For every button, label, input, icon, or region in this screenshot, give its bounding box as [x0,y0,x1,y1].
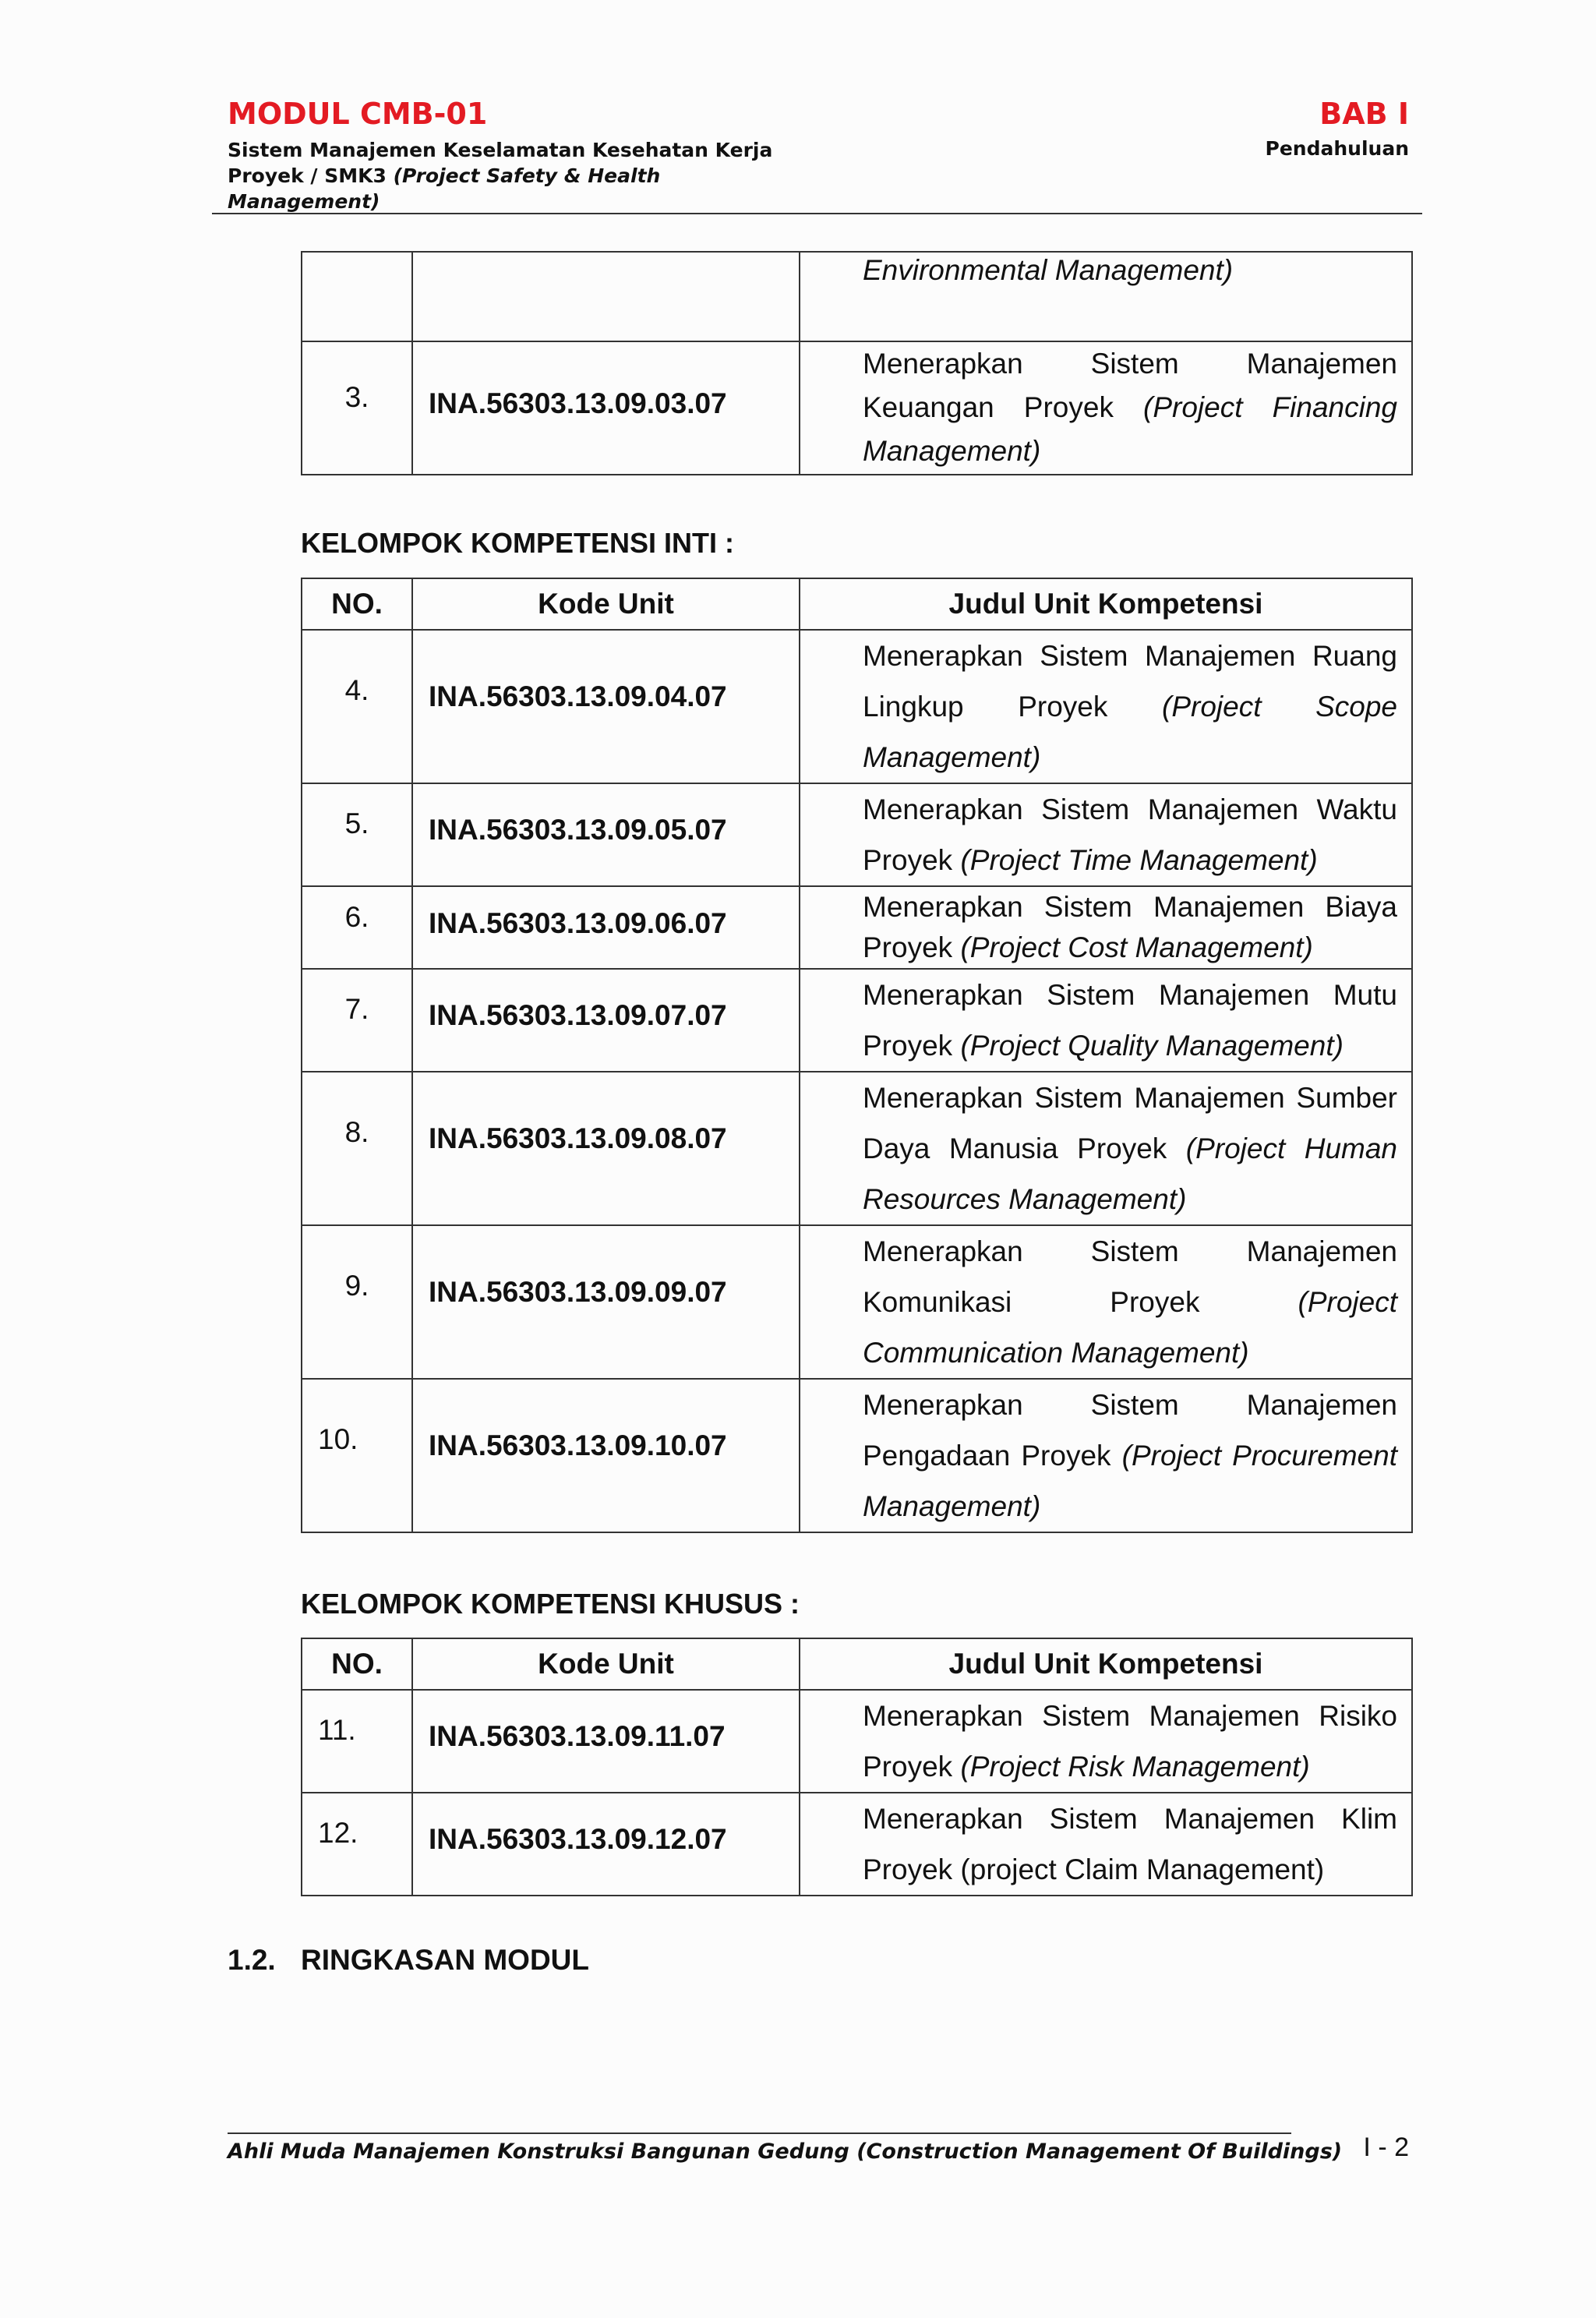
module-subtitle [228,137,789,214]
inti-group-label: KELOMPOK KOMPETENSI INTI : [301,527,735,559]
table-row [302,886,1412,969]
unit-title-english: (Project Time Management) [960,844,1318,876]
unit-code: INA.56303.13.09.10.07 [412,1379,800,1532]
unit-title-plain: Menerapkan Sistem Manajemen Waktu Proyek [863,793,1397,876]
unit-title [800,630,1412,783]
section-number: 1.2. [228,1944,276,1976]
table-row [302,1379,1412,1532]
subtitle-plain: Proyek / SMK3 [228,164,394,187]
unit-title-plain: Menerapkan Sistem Manajemen Risiko Proyek [863,1700,1397,1783]
chapter-name: Pendahuluan [1265,137,1409,160]
unit-title-plain: Menerapkan Sistem Manajemen Keuangan Proyek [863,348,1397,423]
khusus-group-label: KELOMPOK KOMPETENSI KHUSUS : [301,1588,800,1620]
table-row [302,969,1412,1072]
header-code: Kode Unit [412,1638,800,1690]
row-number: 3. [302,341,412,475]
unit-title-plain: Menerapkan Sistem Manajemen Ruang Lingkup Proyek [863,640,1397,723]
unit-code: INA.56303.13.09.08.07 [412,1072,800,1225]
unit-title-english: (Project Cost Management) [960,931,1313,963]
table-header-row [302,1638,1412,1690]
unit-title [800,1690,1412,1793]
unit-title-plain: Menerapkan Sistem Manajemen Pengadaan Proyek [863,1389,1397,1472]
section-heading [228,1944,589,1977]
unit-code: INA.56303.13.09.12.07 [412,1793,800,1896]
unit-title-plain: Menerapkan Sistem Manajemen Biaya Proyek [863,891,1397,963]
table-row [302,1690,1412,1793]
unit-title [800,341,1412,475]
subtitle-line-2 [228,163,789,214]
header-divider [212,213,1422,214]
table-row [302,1793,1412,1896]
header-no: NO. [302,578,412,630]
unit-code [412,252,800,341]
row-number: 12. [302,1793,412,1896]
row-number: 11. [302,1690,412,1793]
row-number: 9. [302,1225,412,1379]
table-header-row [302,578,1412,630]
unit-title-english: (Project Financing Management) [863,391,1398,467]
unit-title [800,1072,1412,1225]
header-title: Judul Unit Kompetensi [800,1638,1412,1690]
unit-title-plain: Menerapkan Sistem Manajemen Mutu Proyek [863,979,1397,1062]
unit-title [800,1379,1412,1532]
unit-title-english: (Project Human Resources Management) [863,1132,1397,1215]
continued-competency-table [301,251,1413,475]
row-number: 5. [302,783,412,886]
row-number: 8. [302,1072,412,1225]
unit-title-english: (Project Quality Management) [960,1030,1344,1062]
row-number: 10. [302,1379,412,1532]
table-row [302,341,1412,475]
footer-text: Ahli Muda Manajemen Konstruksi Bangunan Gedung (Construction Management Of Buildings) [228,2140,1343,2164]
unit-title-plain: Menerapkan Sistem Manajemen Sumber Daya Manusia Proyek [863,1082,1397,1164]
unit-title-english: (Project Scope Management) [863,691,1398,773]
footer-divider [228,2132,1291,2134]
unit-code: INA.56303.13.09.11.07 [412,1690,800,1793]
row-number [302,252,412,341]
unit-title-english: (Project Procurement Management) [863,1440,1397,1522]
table-row [302,630,1412,783]
unit-code: INA.56303.13.09.07.07 [412,969,800,1072]
unit-code: INA.56303.13.09.04.07 [412,630,800,783]
unit-code: INA.56303.13.09.05.07 [412,783,800,886]
section-title: RINGKASAN MODUL [301,1944,589,1976]
row-number: 6. [302,886,412,969]
table-row [302,252,1412,341]
header-title: Judul Unit Kompetensi [800,578,1412,630]
unit-title [800,1793,1412,1896]
unit-code: INA.56303.13.09.03.07 [412,341,800,475]
row-number: 4. [302,630,412,783]
page-number: I - 2 [1363,2132,1409,2162]
unit-title-english: (Project Communication Management) [863,1286,1397,1369]
header-no: NO. [302,1638,412,1690]
unit-title-english: (Project Risk Management) [960,1751,1310,1783]
table-row [302,1072,1412,1225]
subtitle-italic: (Project Safety & Health Management) [228,164,661,213]
unit-title [800,252,1412,341]
unit-title-english: Environmental Management) [863,254,1234,286]
table-row [302,783,1412,886]
chapter-label: BAB I [1319,97,1409,131]
module-title: MODUL CMB-01 [228,97,488,131]
header-code: Kode Unit [412,578,800,630]
khusus-competency-table [301,1638,1413,1896]
unit-title [800,969,1412,1072]
unit-title-plain: Menerapkan Sistem Manajemen Komunikasi Proyek [863,1235,1397,1318]
unit-code: INA.56303.13.09.06.07 [412,886,800,969]
unit-code: INA.56303.13.09.09.07 [412,1225,800,1379]
inti-competency-table [301,578,1413,1533]
table-row [302,1225,1412,1379]
unit-title [800,886,1412,969]
unit-title [800,1225,1412,1379]
row-number: 7. [302,969,412,1072]
unit-title [800,783,1412,886]
unit-title-plain: Menerapkan Sistem Manajemen Klim Proyek (project Claim Management) [863,1803,1397,1885]
subtitle-line-1: Sistem Manajemen Keselamatan Kesehatan Kerja [228,139,773,161]
